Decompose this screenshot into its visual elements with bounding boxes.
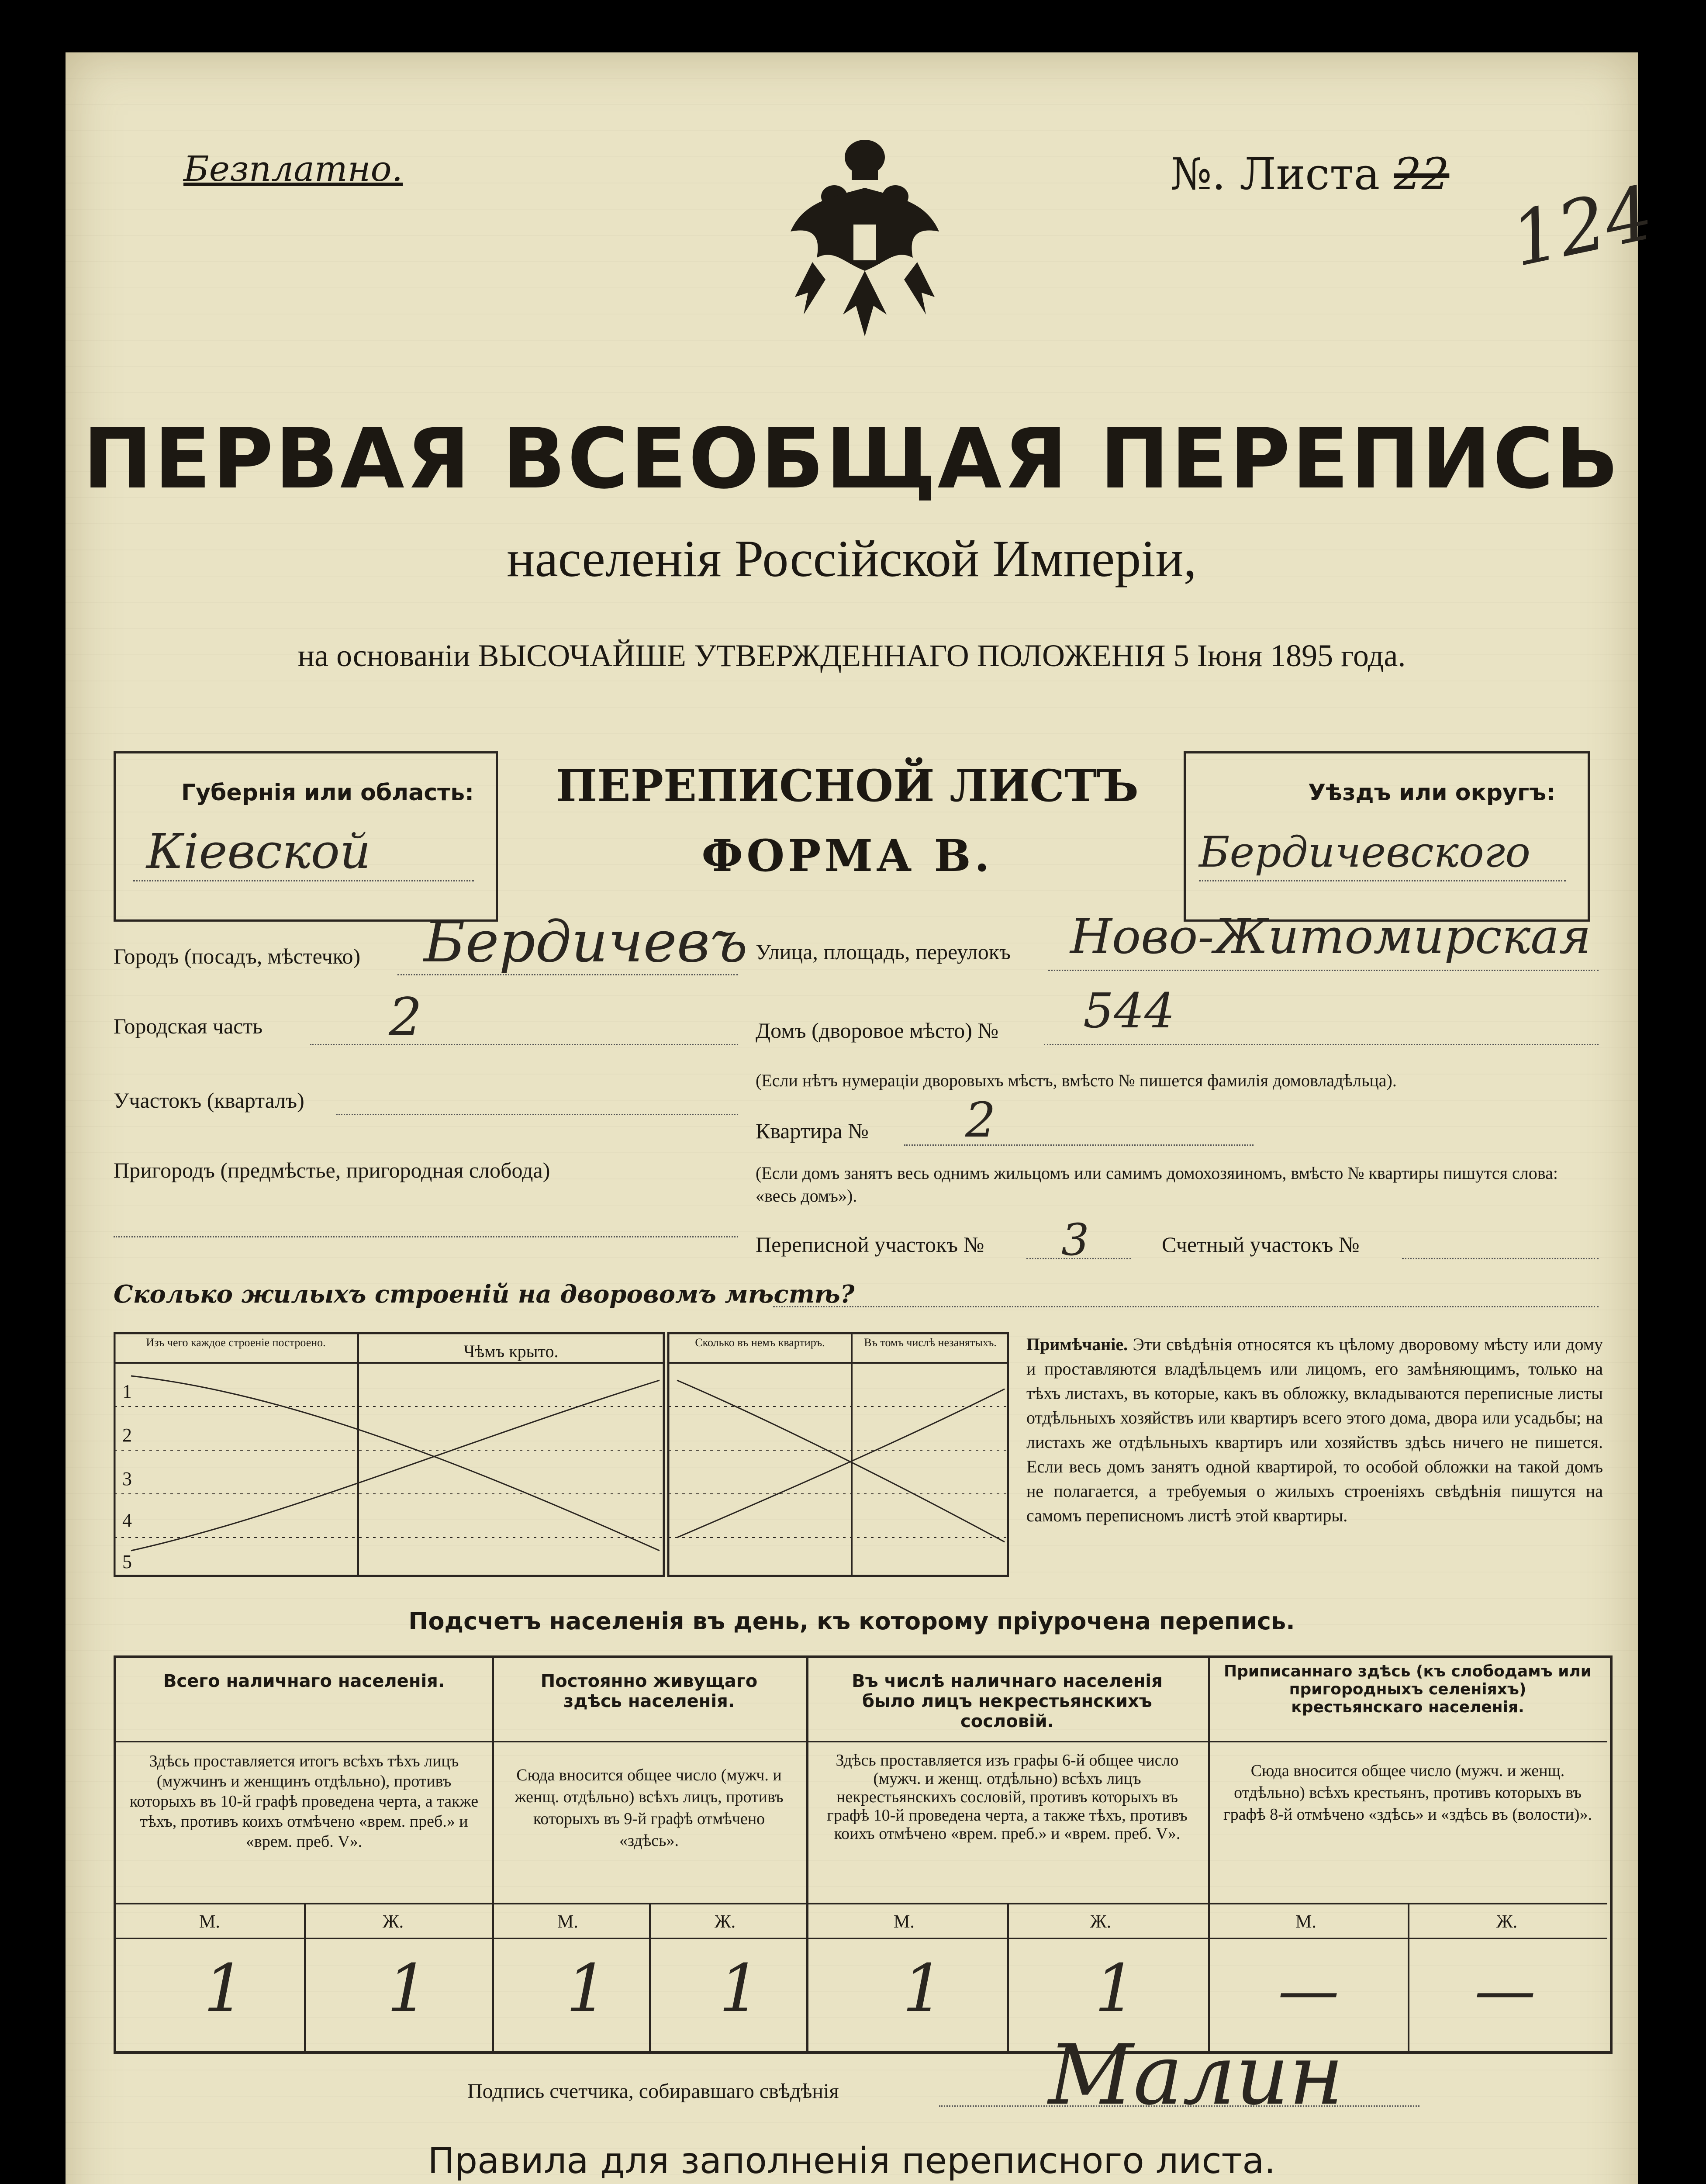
free-label: Безплатно. <box>183 149 403 189</box>
census-precinct-value: 3 <box>1061 1214 1089 1265</box>
signature-value: Малин <box>1048 2027 1344 2123</box>
female-label: Ж. <box>1090 1912 1112 1932</box>
district-label: Уѣздъ или округъ: <box>1308 780 1555 806</box>
buildings-col-material: Изъ чего каждое строеніе построено. <box>146 1336 326 1349</box>
male-label: М. <box>557 1912 578 1932</box>
count-precinct-label: Счетный участокъ № <box>1162 1232 1360 1257</box>
count-table <box>114 1655 1613 2054</box>
city-part-label: Городская часть <box>114 1014 263 1038</box>
count-col-head: Въ числѣ наличнаго населенія было лицъ некрестьянскихъ сословій. <box>806 1658 1208 1742</box>
female-label: Ж. <box>715 1912 736 1932</box>
sheet-title: ПЕРЕПИСНОЙ ЛИСТЪ <box>556 760 1139 812</box>
province-value: Кіевской <box>146 823 371 879</box>
province-line <box>133 880 474 881</box>
buildings-col-roof: Чѣмъ крыто. <box>463 1341 559 1361</box>
count-value: 1 <box>204 1951 245 2027</box>
count-value: 1 <box>1095 1951 1136 2027</box>
sheet-number-handwritten: 124 <box>1503 169 1661 284</box>
row-number: 3 <box>122 1468 132 1489</box>
count-col-body: Здѣсь проставляется изъ графы 6-й общее число (мужч. и женщ. отдѣльно) всѣхъ лицъ некрестьянскихъ сословій, противъ которыхъ въ графѣ 10-й проведена черта, а также тѣхъ, противъ коихъ отмѣчено «врем. преб.» и «врем. преб. V». <box>827 1751 1188 1843</box>
count-value: — <box>1475 1955 1536 2026</box>
district-box <box>1184 751 1590 922</box>
house-label: Домъ (дворовое мѣсто) № <box>756 1018 999 1043</box>
apartment-label: Квартира № <box>756 1119 869 1143</box>
buildings-question: Сколько жилыхъ строеній на дворовомъ мѣстѣ? <box>114 1280 855 1309</box>
apartment-note: (Если домъ занятъ весь однимъ жильцомъ или самимъ домохозяиномъ, вмѣсто № квартиры пишутся слова: «весь домъ»). <box>756 1163 1558 1206</box>
city-label: Городъ (посадъ, мѣстечко) <box>114 944 361 968</box>
sheet-number-text: №. Листа <box>1171 149 1380 200</box>
row-number: 5 <box>122 1551 132 1572</box>
main-title: ПЕРВАЯ ВСЕОБЩАЯ ПЕРЕПИСЬ <box>83 411 1621 507</box>
count-col-head: Постоянно живущаго здѣсь населенія. <box>492 1658 806 1742</box>
count-col-body: Сюда вносится общее число (мужч. и женщ. отдѣльно) всѣхъ лицъ, противъ которыхъ въ 9-й графѣ отмѣчено «здѣсь». <box>515 1766 784 1850</box>
note-head: Примѣчаніе. <box>1026 1334 1128 1354</box>
city-value: Бердичевъ <box>424 909 748 975</box>
count-value: 1 <box>902 1951 944 2027</box>
coat-of-arms-icon <box>786 131 943 349</box>
precinct-line <box>336 1114 738 1115</box>
province-box <box>114 751 498 922</box>
count-value: 1 <box>387 1951 429 2027</box>
count-title: Подсчетъ населенія въ день, къ которому пріурочена перепись. <box>408 1607 1295 1635</box>
house-line <box>1044 1044 1599 1045</box>
province-label: Губернія или область: <box>181 780 474 806</box>
count-col-body: Здѣсь проставляется итогъ всѣхъ тѣхъ лицъ (мужчинъ и женщинъ отдѣльно), противъ которыхъ въ 10-й графѣ проведена черта, а также тѣхъ, противъ коихъ отмѣчено «врем. преб.» и «врем. преб. V». <box>129 1752 479 1851</box>
suburb-label: Пригородъ (предмѣстье, пригородная слобода) <box>114 1158 550 1182</box>
female-label: Ж. <box>383 1912 404 1932</box>
rules-title: Правила для заполненія переписного листа. <box>428 2140 1276 2182</box>
city-part-line <box>310 1044 738 1045</box>
count-col-body: Сюда вносится общее число (мужч. и женщ. отдѣльно) всѣхъ крестьянъ, противъ которыхъ въ графѣ 8-й отмѣчено «здѣсь» и «здѣсь въ (волости)». <box>1223 1762 1592 1824</box>
count-divider <box>649 1903 651 2051</box>
count-value: — <box>1278 1955 1339 2026</box>
suburb-line <box>114 1236 738 1237</box>
buildings-col-vacant: Въ томъ числѣ незанятыхъ. <box>864 1336 997 1349</box>
signature-label: Подпись счетчика, собиравшаго свѣдѣнія <box>467 2080 839 2103</box>
count-divider <box>1408 1903 1409 2051</box>
street-line <box>1048 970 1599 971</box>
city-part-value: 2 <box>389 987 422 1048</box>
house-value: 544 <box>1083 983 1175 1039</box>
buildings-table <box>114 1332 1009 1577</box>
district-value: Бердичевского <box>1199 828 1531 877</box>
street-value: Ново-Житомирская <box>1070 909 1591 964</box>
census-precinct-line <box>1026 1258 1131 1259</box>
row-number: 4 <box>122 1510 132 1531</box>
count-col-head: Всего наличнаго населенія. <box>116 1658 492 1742</box>
count-divider <box>116 1938 1607 1939</box>
row-number: 2 <box>122 1424 132 1446</box>
female-label: Ж. <box>1496 1912 1518 1932</box>
street-label: Улица, площадь, переулокъ <box>756 940 1011 964</box>
male-label: М. <box>199 1912 220 1932</box>
count-divider <box>116 1903 1607 1904</box>
district-line <box>1199 880 1566 881</box>
sheet-number-label <box>1171 149 1449 200</box>
count-value: 1 <box>719 1951 761 2027</box>
count-value: 1 <box>566 1951 608 2027</box>
count-precinct-line <box>1402 1258 1599 1259</box>
census-sheet <box>66 52 1661 2184</box>
apartment-value: 2 <box>965 1092 996 1148</box>
house-note: (Если нѣтъ нумераціи дворовыхъ мѣстъ, вмѣсто № пишется фамилія домовладѣльца). <box>756 1071 1397 1090</box>
count-divider <box>1007 1903 1009 2051</box>
form-name: ФОРМА В. <box>701 830 993 881</box>
buildings-line <box>773 1306 1599 1307</box>
buildings-col-apartments: Сколько въ немъ квартиръ. <box>695 1336 825 1349</box>
count-col-head: Приписаннаго здѣсь (къ слободамъ или пригородныхъ селеніяхъ) крестьянскаго населенія. <box>1208 1658 1607 1742</box>
precinct-label: Участокъ (кварталъ) <box>114 1088 304 1113</box>
note-block <box>1026 1332 1603 1528</box>
subtitle: населенія Россійской Имперіи, <box>507 529 1197 587</box>
city-line <box>397 974 738 975</box>
note-text: Эти свѣдѣнія относятся къ цѣлому дворовому мѣсту или дому и проставляются владѣльцемъ или лицомъ, его замѣняющимъ, только на тѣхъ листахъ, въ которые, какъ въ обложку, вкладываются переписные листы отдѣльныхъ хозяйствъ или квартиръ всего этого дома, двора или усадьбы; на листахъ же отдѣльныхъ квартиръ или хозяйствъ здѣсь ничего не пишется. Если весь домъ занятъ одной квартирой, то особой обложки на такой домъ не полагается, а требуемыя о жилыхъ строеніяхъ свѣдѣнія пишутся на самомъ переписномъ листѣ этой квартиры. <box>1026 1334 1603 1525</box>
count-divider <box>304 1903 306 2051</box>
male-label: М. <box>1295 1912 1316 1932</box>
male-label: М. <box>894 1912 915 1932</box>
sheet-number-struck: 22 <box>1394 149 1450 200</box>
legal-basis: на основаніи ВЫСОЧАЙШЕ УТВЕРЖДЕННАГО ПОЛОЖЕНІЯ 5 Іюня 1895 года. <box>297 638 1406 673</box>
row-number: 1 <box>122 1381 132 1402</box>
apartment-line <box>904 1144 1254 1146</box>
census-precinct-label: Переписной участокъ № <box>756 1232 984 1257</box>
